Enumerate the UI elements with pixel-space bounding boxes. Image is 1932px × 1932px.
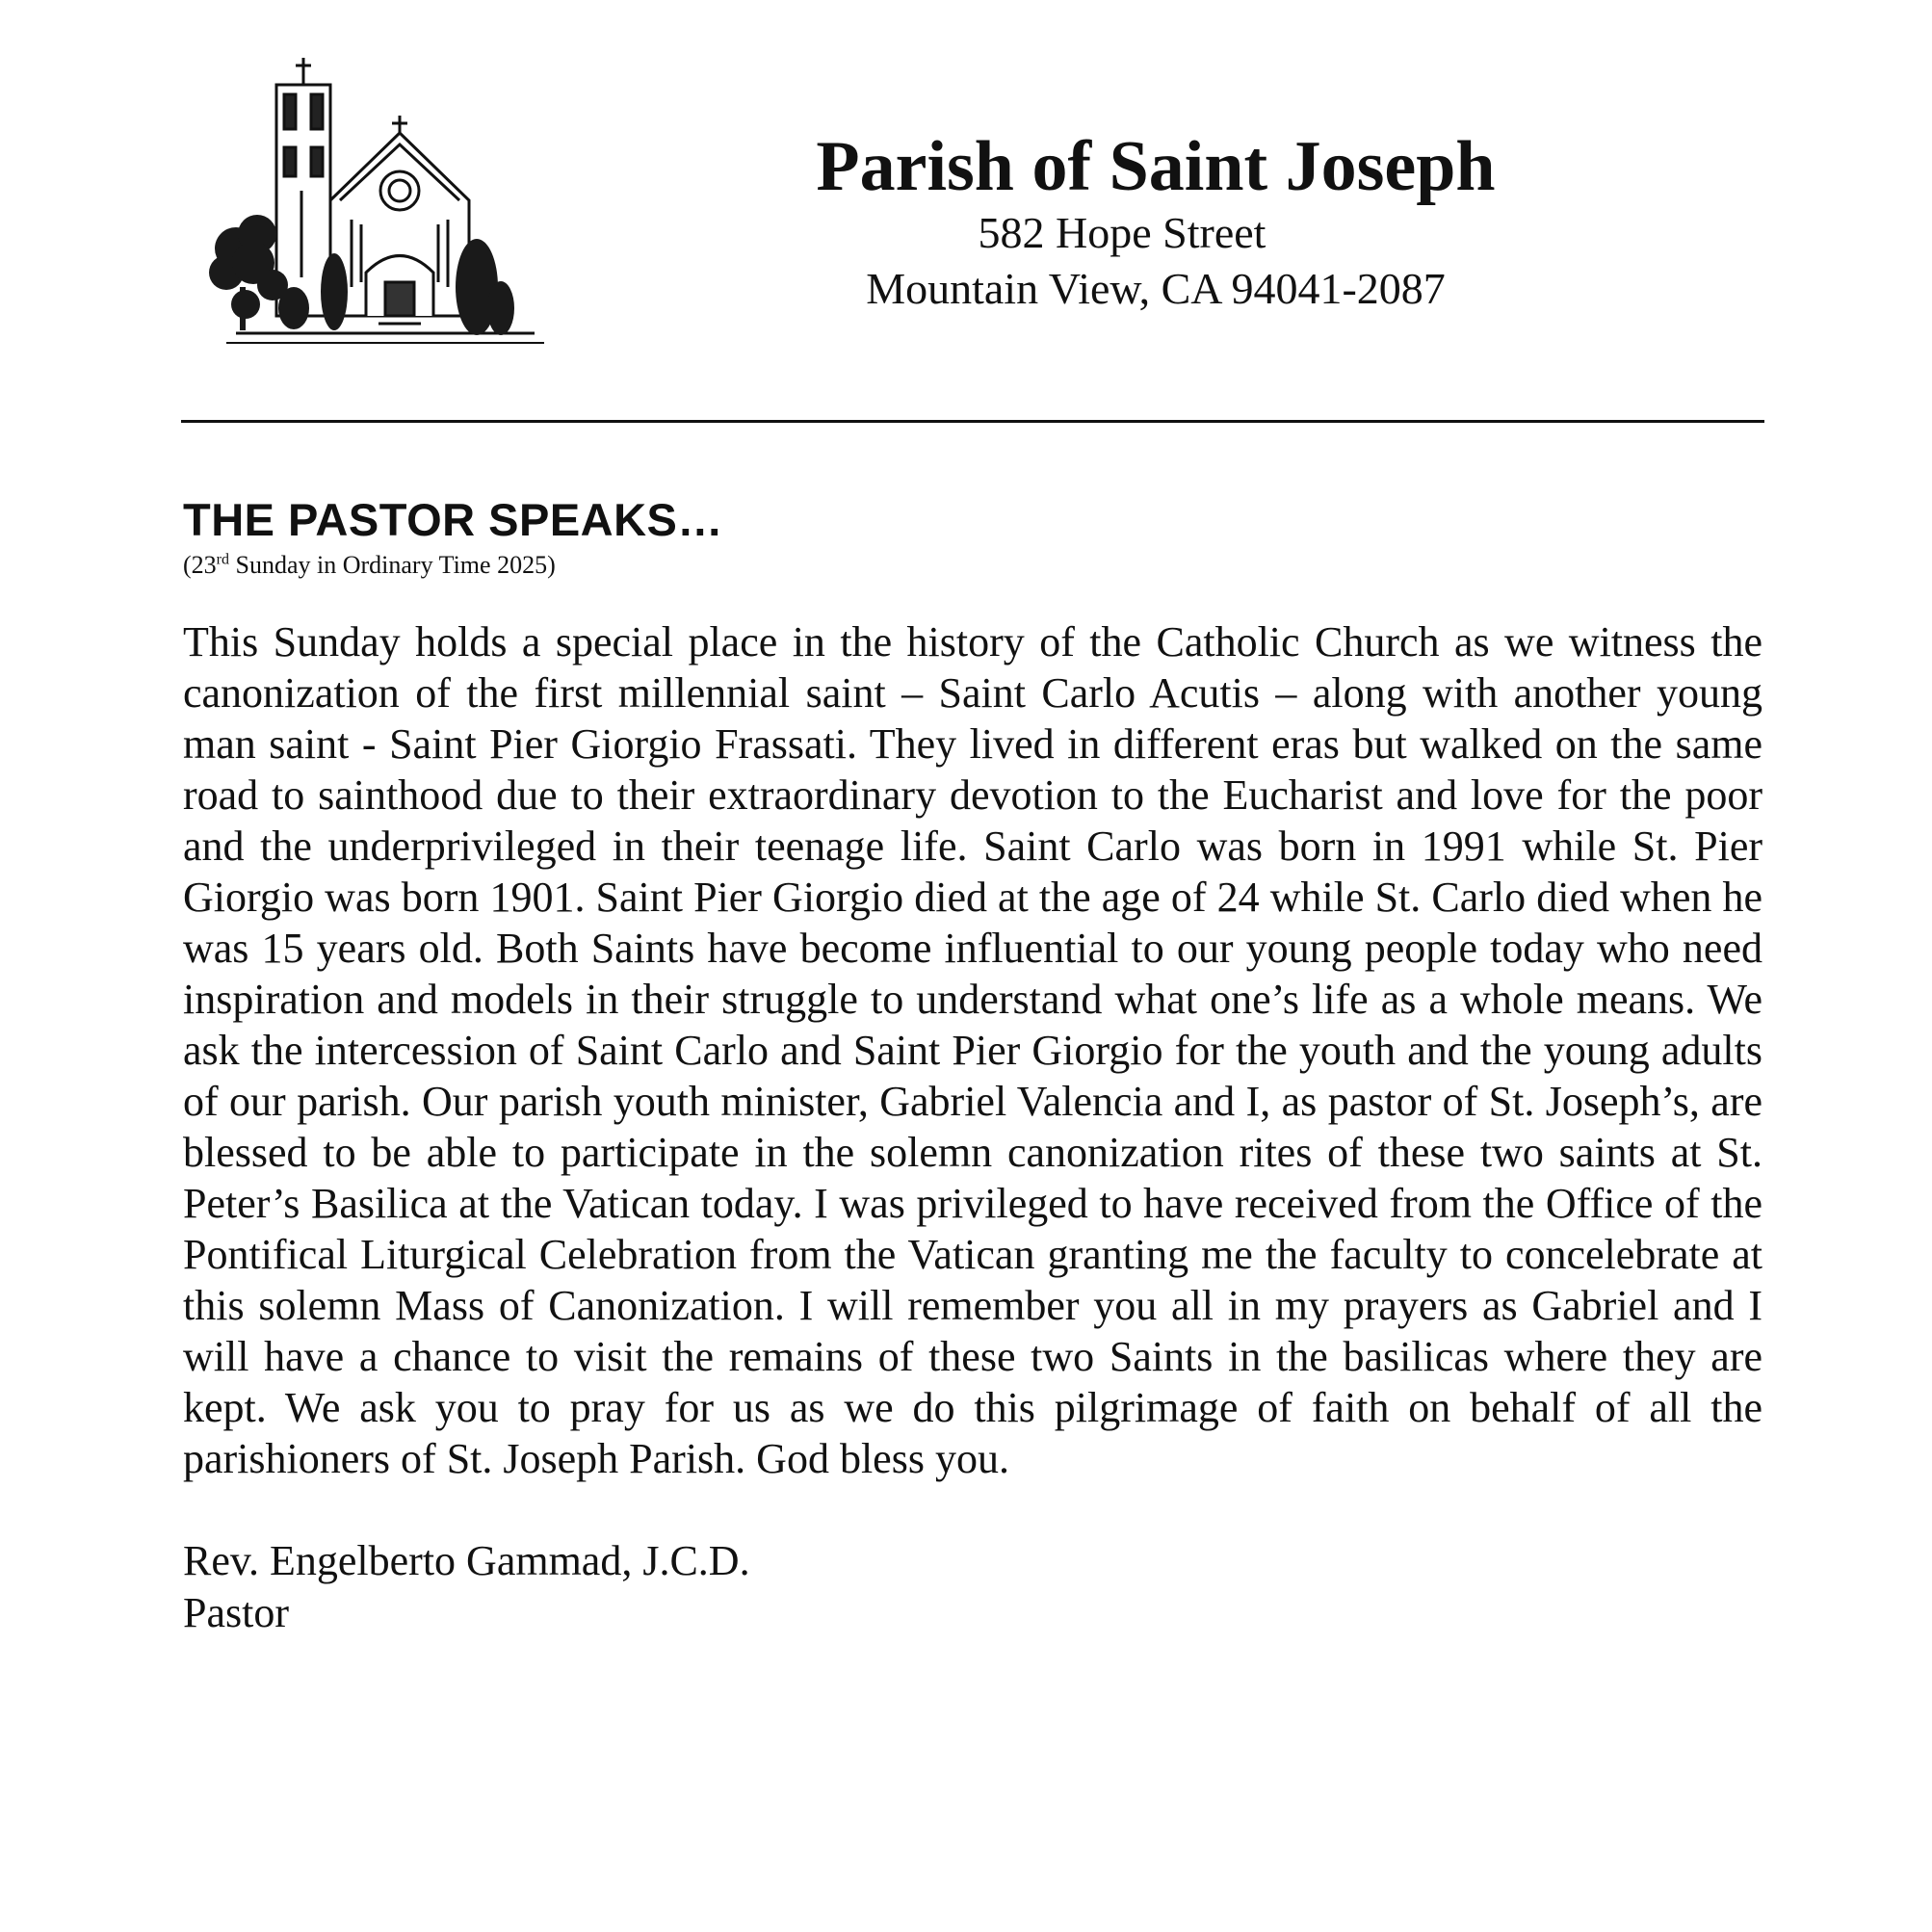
- header-divider: [181, 420, 1764, 423]
- pastor-message: This Sunday holds a special place in the history of the Catholic Church as we witness the canonization of the first millennial saint – Saint Carlo Acutis – along with another young man saint - Saint Pier Giorgio Frassati. They lived in different eras but walked on the same road to sainthood due to their extraordinary devotion to the Eucharist and love for the poor and the underprivileged in their teenage life. Saint Carlo was born in 1991 while St. Pier Giorgio was born 1901. Saint Pier Giorgio died at the age of 24 while St. Carlo died when he was 15 years old. Both Saints have become influential to our young people today who need inspiration and models in their struggle to understand what one’s life as a whole means. We ask the intercession of Saint Carlo and Saint Pier Giorgio for the youth and the young adults of our parish. Our parish youth minister, Gabriel Valencia and I, as pastor of St. Joseph’s, are blessed to be able to participate in the solemn canonization rites of these two saints at St. Peter’s Basilica at the Vatican today. I was privileged to have received from the Office of the Pontifical Liturgical Celebration from the Vatican granting me the faculty to concelebrate at this solemn Mass of Canonization. I will remember you all in my prayers as Gabriel and I will have a chance to visit the remains of these two Saints in the basilicas where they are kept. We ask you to pray for us as we do this pilgrimage of faith on behalf of all the parishioners of St. Joseph Parish. God bless you.: [183, 618, 1762, 1482]
- section-subheading: [183, 551, 556, 580]
- subheading-ordinal: rd: [216, 551, 229, 568]
- subheading-suffix: Sunday in Ordinary Time 2025): [229, 551, 556, 579]
- address-line-1: 582 Hope Street: [978, 207, 1266, 257]
- address-line-2: Mountain View, CA 94041-2087: [866, 263, 1446, 313]
- parish-header: [713, 127, 1599, 317]
- signature-block: [183, 1535, 750, 1639]
- section-heading: THE PASTOR SPEAKS…: [183, 494, 723, 545]
- church-illustration-icon: [197, 56, 544, 364]
- signature-role: Pastor: [183, 1589, 289, 1636]
- subheading-prefix: (23: [183, 551, 217, 579]
- signature-name: Rev. Engelberto Gammad, J.C.D.: [183, 1537, 750, 1584]
- parish-title: Parish of Saint Joseph: [816, 127, 1496, 206]
